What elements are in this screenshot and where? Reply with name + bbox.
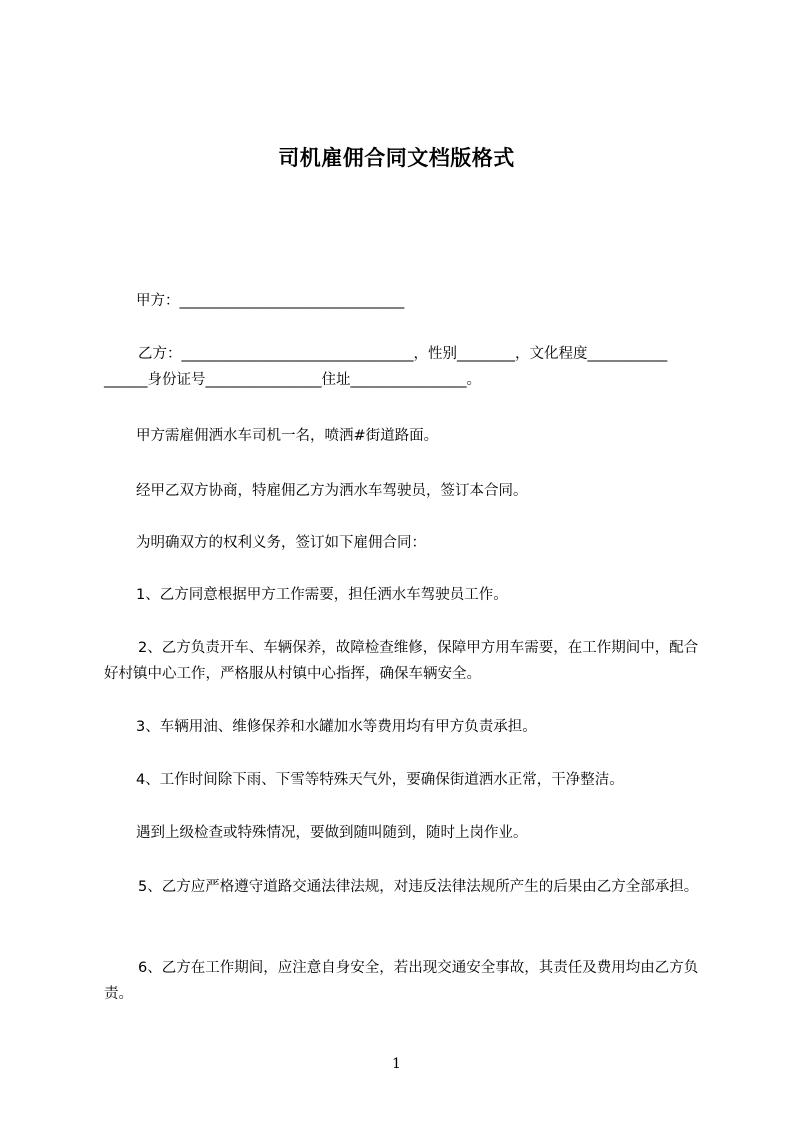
party-b-field-line1: 乙方：________________________________，性别________，文化程度___________: [138, 346, 668, 362]
paragraph-purpose: 甲方需雇佣洒水车司机一名，喷洒#街道路面。: [136, 428, 439, 444]
paragraph-intro: 为明确双方的权利义务，签订如下雇佣合同：: [136, 535, 426, 551]
party-a-field: 甲方：_______________________________: [136, 293, 405, 309]
clause-2: 2、乙方负责开车、车辆保养，故障检查维修，保障甲方用车需要，在工作期间中，配合好村镇中心工作，严格服从村镇中心指挥，确保车辆安全。: [104, 640, 699, 682]
clause-3: 3、车辆用油、维修保养和水罐加水等费用均有甲方负责承担。: [136, 719, 537, 735]
clause-4: 4、工作时间除下雨、下雪等特殊天气外，要确保街道洒水正常，干净整洁。: [136, 772, 624, 788]
clause-6: 6、乙方在工作期间，应注意自身安全，若出现交通安全事故，其责任及费用均由乙方负责。: [104, 960, 699, 1002]
party-b-field-line2: ______身份证号________________住址________________。: [104, 372, 481, 388]
paragraph-agreement: 经甲乙双方协商，特雇佣乙方为洒水车驾驶员，签订本合同。: [136, 483, 528, 499]
clause-1: 1、乙方同意根据甲方工作需要，担任洒水车驾驶员工作。: [136, 587, 508, 603]
clause-4-supplement: 遇到上级检查或特殊情况，要做到随叫随到，随时上岗作业。: [136, 825, 528, 841]
clause-5: 5、乙方应严格遵守道路交通法律法规，对违反法律法规所产生的后果由乙方全部承担。: [138, 879, 699, 895]
document-title: 司机雇佣合同文档版格式: [278, 146, 515, 170]
page-number: 1: [392, 1056, 401, 1072]
